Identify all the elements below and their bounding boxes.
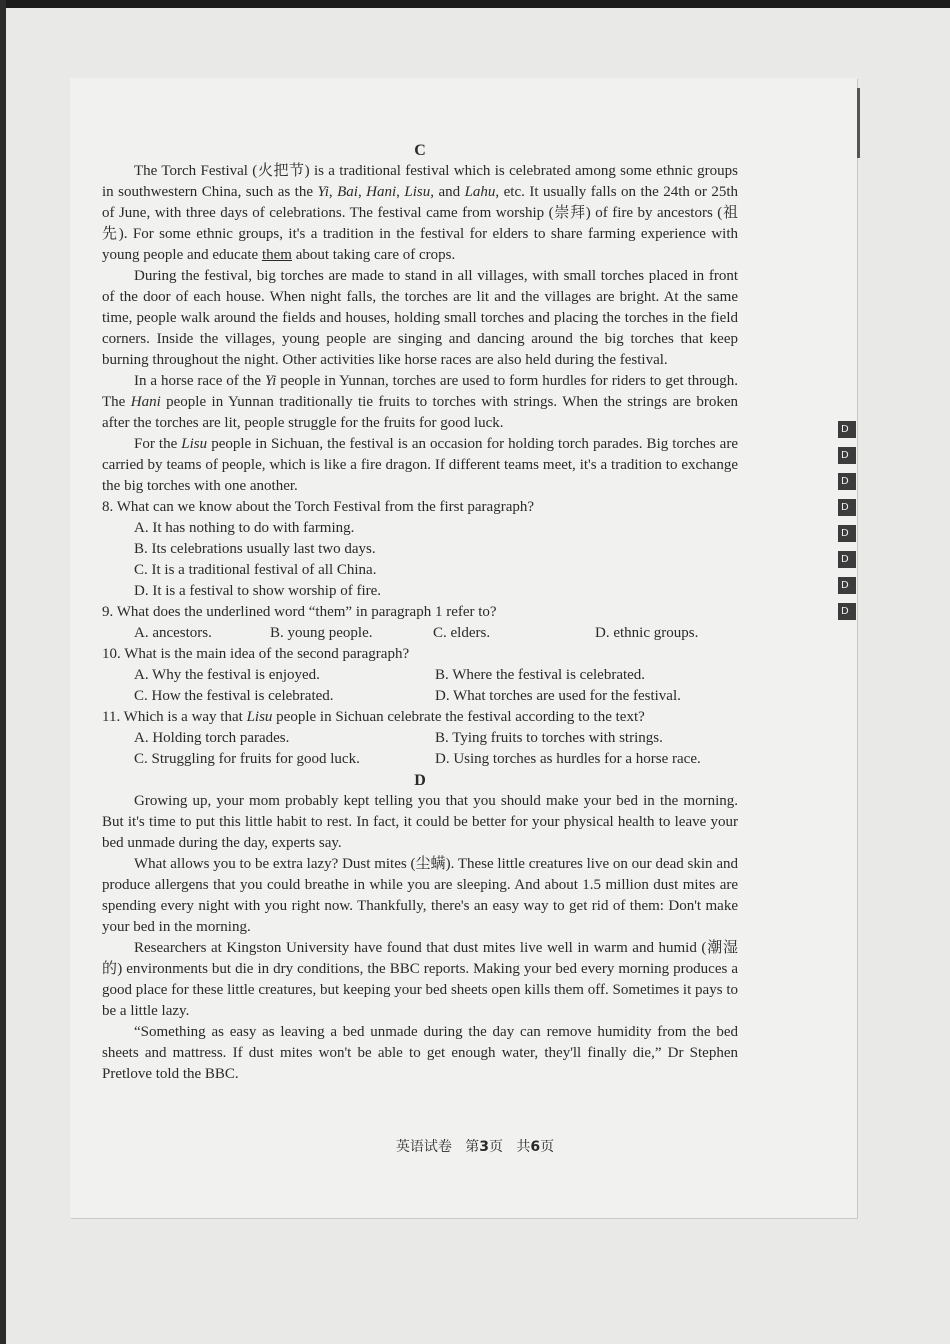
passage-c-paragraph-3: In a horse race of the Yi people in Yunnan, torches are used to form hurdles for riders to get through. The Hani people in Yunnan traditionally tie fruits to torches with strings. When the strings are broken after the torches are lit, people struggle for the fruits for good luck. [102,373,738,431]
question-8 [102,497,738,602]
option-c[interactable]: C. elders. [433,625,491,641]
option-c[interactable]: C. It is a traditional festival of all China. [134,562,377,578]
option-row [102,665,738,686]
section-heading-d: D [414,772,426,789]
question-stem: 10. What is the main idea of the second paragraph? [102,646,410,662]
subject-label: 英语试卷 [395,1139,452,1155]
option-row [102,749,738,770]
option-b[interactable]: B. Tying fruits to torches with strings. [435,730,663,746]
page-prefix: 第 [465,1139,480,1155]
side-tab: D [838,447,856,464]
side-tab: D [838,603,856,620]
option-b[interactable]: B. Where the festival is celebrated. [435,667,646,683]
option-c[interactable]: C. Struggling for fruits for good luck. [134,751,360,767]
option-a[interactable]: A. ancestors. [134,625,212,641]
question-stem: 11. Which is a way that Lisu people in Sichuan celebrate the festival according to the text? [102,709,645,725]
option-row [102,686,738,707]
option-d[interactable]: D. Using torches as hurdles for a horse race. [435,751,701,767]
passage-c-paragraph-4: For the Lisu people in Sichuan, the festival is an occasion for holding torch parades. Big torches are carried by teams of people, which is like a fire dragon. If different teams meet, it's a tradition to exchange the big torches with one another. [102,436,738,494]
passage-d-paragraph-1: Growing up, your mom probably kept telling you that you should make your bed in the morning. But it's time to put this little habit to rest. In fact, it could be better for your physical health to leave your bed unmade during the day, experts say. [102,793,738,851]
question-10 [102,644,738,707]
exam-content [102,140,738,1085]
option-c[interactable]: C. How the festival is celebrated. [134,688,334,704]
question-11 [102,707,738,770]
page-footer [0,1136,950,1156]
total-unit: 页 [540,1139,555,1155]
page-edge-mark [857,88,860,158]
page-number: 3 [479,1139,489,1155]
option-b[interactable]: B. young people. [270,625,373,641]
option-b[interactable]: B. Its celebrations usually last two days. [134,541,376,557]
passage-c-paragraph-2: During the festival, big torches are made to stand in all villages, with small torches placed in front of the door of each house. When night falls, the torches are lit and the villages are bright. At the same time, people walk around the fields and houses, holding small torches and placing the torches in the field corners. Inside the villages, young people are singing and dancing around the big torches that keep burning throughout the night. Other activities like horse races are also held during the festival. [102,268,738,368]
option-a[interactable]: A. Why the festival is enjoyed. [134,667,320,683]
option-d[interactable]: D. What torches are used for the festival. [435,688,681,704]
side-tab: D [838,525,856,542]
passage-d-paragraph-3: Researchers at Kingston University have found that dust mites live well in warm and humid (潮湿的) environments but die in dry conditions, the BBC reports. Making your bed every morning produces a good place for these little creatures, but keeping your bed sheets open kills them off. Sometimes it pays to be a little lazy. [102,940,738,1019]
option-a[interactable]: A. Holding torch parades. [134,730,290,746]
total-pages: 6 [530,1139,541,1155]
option-row [102,623,738,644]
option-d[interactable]: D. ethnic groups. [595,625,699,641]
passage-d-paragraph-4: “Something as easy as leaving a bed unmade during the day can remove humidity from the bed sheets and mattress. If dust mites won't be able to get enough water, they'll finally die,” Dr Stephen Pretlove told the BBC. [102,1024,738,1082]
section-heading-c: C [414,142,426,159]
page-unit: 页 [489,1139,503,1155]
side-tab: D [838,499,856,516]
option-d[interactable]: D. It is a festival to show worship of fire. [134,583,382,599]
total-prefix: 共 [516,1139,531,1155]
side-tab: D [838,551,856,568]
option-row [102,728,738,749]
question-9 [102,602,738,644]
side-tab: D [838,473,856,490]
side-tab-column [838,421,856,629]
question-stem: 8. What can we know about the Torch Festival from the first paragraph? [102,499,535,515]
side-tab: D [838,421,856,438]
passage-c-paragraph-1: The Torch Festival (火把节) is a traditional festival which is celebrated among some ethnic groups in southwestern China, such as the Yi, Bai, Hani, Lisu, and Lahu, etc. It usually falls on the 24th or 25th of June, with three days of celebrations. The festival came from worship (崇拜) of fire by ancestors (祖先). For some ethnic groups, it's a tradition in the festival for elders to share farming experience with young people and educate them about taking care of crops. [102,163,739,263]
side-tab: D [838,577,856,594]
scan-top-edge [0,0,950,8]
option-a[interactable]: A. It has nothing to do with farming. [134,520,355,536]
passage-d-paragraph-2: What allows you to be extra lazy? Dust mites (尘螨). These little creatures live on our dead skin and produce allergens that you could breathe in while you are sleeping. And about 1.5 million dust mites are spending every night with you right now. Thankfully, there's an easy way to get rid of them: Don't make your bed in the morning. [102,856,738,935]
question-stem: 9. What does the underlined word “them” in paragraph 1 refer to? [102,604,497,620]
